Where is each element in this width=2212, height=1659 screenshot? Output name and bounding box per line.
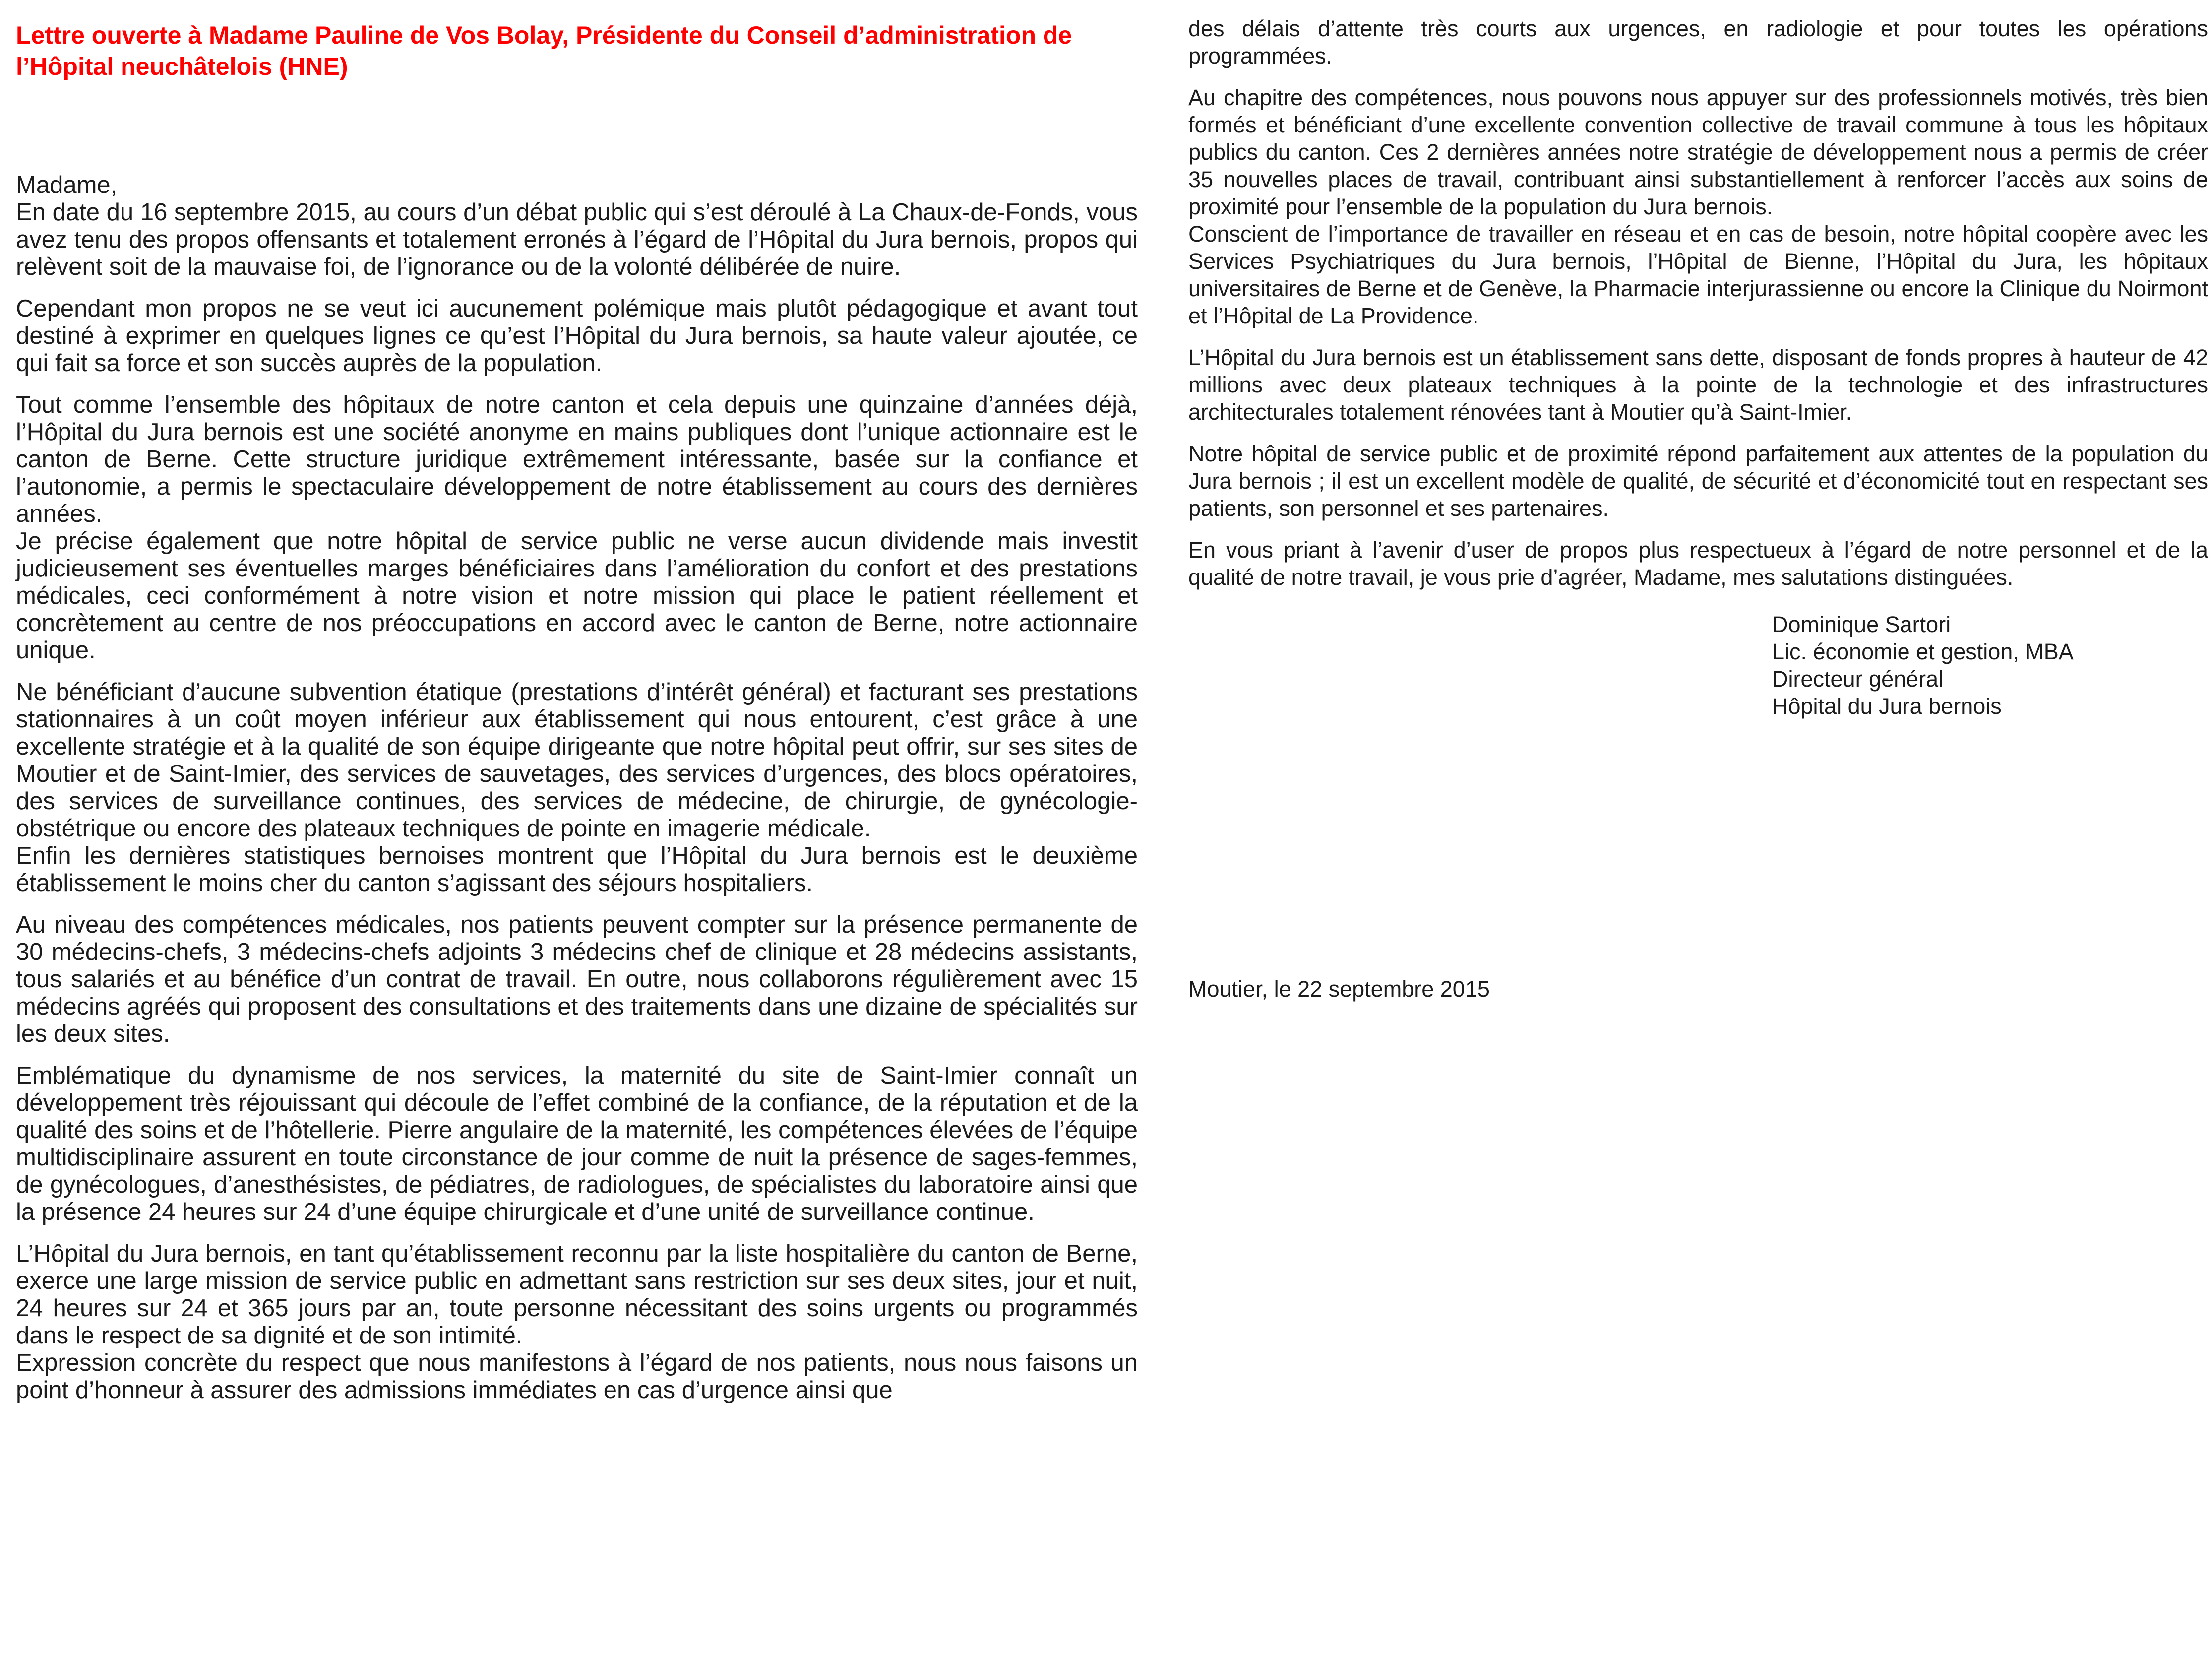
paragraph: des délais d’attente très courts aux urgences, en radiologie et pour toutes les opérations programmées. xyxy=(1188,16,2208,68)
paragraph: Expression concrète du respect que nous manifestons à l’égard de nos patients, nous nous faisons un point d’honneur à assurer des admissions immédiates en cas d’urgence ainsi que xyxy=(16,1349,1138,1404)
paragraph: En date du 16 septembre 2015, au cours d’un débat public qui s’est déroulé à La Chaux-de-Fonds, vous avez tenu des propos offensants et totalement erronés à l’égard de l’Hôpital du Jura bernois, propos qui relèvent soit de la mauvaise foi, de l’ignorance ou de la volonté délibérée de nuire. xyxy=(16,199,1138,280)
right-column xyxy=(1188,15,2208,1003)
right-column-text xyxy=(1188,15,2208,591)
signature-line: Hôpital du Jura bernois xyxy=(1772,694,2002,719)
paragraph: Au chapitre des compétences, nous pouvons nous appuyer sur des professionnels motivés, très bien formés et bénéficiant d’une excellente convention collective de travail commune à tous les hôpitaux publics du canton. Ces 2 dernières années notre stratégie de développement nous a permis de créer 35 nouvelles places de travail, contribuant ainsi substantiellement à renforcer l’accès aux soins de proximité pour l’ensemble de la population du Jura bernois. xyxy=(1188,85,2208,219)
signature-line: Directeur général xyxy=(1772,666,1944,692)
left-column-text xyxy=(16,199,1138,1404)
paragraph: L’Hôpital du Jura bernois est un établissement sans dette, disposant de fonds propres à hauteur de 42 millions avec deux plateaux techniques à la pointe de la technologie et des infrastructures architecturales totalement rénovées tant à Moutier qu’à Saint-Imier. xyxy=(1188,345,2208,425)
salutation: Madame, xyxy=(16,172,118,198)
signature-block xyxy=(1188,611,2208,720)
paragraph: L’Hôpital du Jura bernois, en tant qu’établissement reconnu par la liste hospitalière du canton de Berne, exerce une large mission de service public en admettant sans restriction sur ses deux sites, jour et nuit, 24 heures sur 24 et 365 jours par an, toute personne nécessitant des soins urgents ou programmés dans le respect de sa dignité et de son intimité. xyxy=(16,1240,1138,1349)
paragraph: Ne bénéficiant d’aucune subvention étatique (prestations d’intérêt général) et facturant ses prestations stationnaires à un coût moyen inférieur aux établissement qui nous entourent, c’est grâce à une excellente stratégie et à la qualité de son équipe dirigeante que notre hôpital peut offrir, sur ses sites de Moutier et de Saint-Imier, des services de sauvetages, des services d’urgences, des blocs opératoires, des services de surveillance continues, des services de médecine, de chirurgie, de gynécologie-obstétrique ou encore des plateaux techniques de pointe en imagerie médicale. xyxy=(16,679,1138,842)
paragraph: Emblématique du dynamisme de nos services, la maternité du site de Saint-Imier connaît un développement très réjouissant qui découle de l’effet combiné de la confiance, de la réputation et de la qualité des soins et de l’hôtellerie. Pierre angulaire de la maternité, les compétences élevées de l’équipe multidisciplinaire assurent en toute circonstance de jour comme de nuit la présence de sages-femmes, de gynécologues, d’anesthésistes, de pédiatres, de radiologues, de spécialistes du laboratoire ainsi que la présence 24 heures sur 24 d’une équipe chirurgicale et d’une unité de surveillance continue. xyxy=(16,1062,1138,1225)
paragraph: Cependant mon propos ne se veut ici aucunement polémique mais plutôt pédagogique et avant tout destiné à exprimer en quelques lignes ce qu’est l’Hôpital du Jura bernois, sa haute valeur ajoutée, ce qui fait sa force et son succès auprès de la population. xyxy=(16,295,1138,377)
signature-line: Lic. économie et gestion, MBA xyxy=(1772,639,2074,664)
paragraph: En vous priant à l’avenir d’user de propos plus respectueux à l’égard de notre personnel et de la qualité de notre travail, je vous prie d’agréer, Madame, mes salutations distinguées. xyxy=(1188,537,2208,590)
dateline: Moutier, le 22 septembre 2015 xyxy=(1188,976,1490,1002)
left-column xyxy=(16,20,1138,1404)
paragraph: Conscient de l’importance de travailler en réseau et en cas de besoin, notre hôpital coopère avec les Services Psychiatriques du Jura bernois, l’Hôpital de Bienne, l’Hôpital du Jura, les hôpitaux universitaires de Berne et de Genève, la Pharmacie interjurassienne ou encore la Clinique du Noirmont et l’Hôpital de La Providence. xyxy=(1188,221,2208,328)
paragraph: Tout comme l’ensemble des hôpitaux de notre canton et cela depuis une quinzaine d’années déjà, l’Hôpital du Jura bernois est une société anonyme en mains publiques dont l’unique actionnaire est le canton de Berne. Cette structure juridique extrêmement intéressante, basée sur la confiance et l’autonomie, a permis le spectaculaire développement de notre établissement au cours des dernières années. xyxy=(16,391,1138,527)
paragraph: Au niveau des compétences médicales, nos patients peuvent compter sur la présence permanente de 30 médecins-chefs, 3 médecins-chefs adjoints 3 médecins chef de clinique et 28 médecins assistants, tous salariés et au bénéfice d’un contrat de travail. En outre, nous collaborons régulièrement avec 15 médecins agréés qui proposent des consultations et des traitements dans une dizaine de spécialités sur les deux sites. xyxy=(16,911,1138,1047)
paragraph: Je précise également que notre hôpital de service public ne verse aucun dividende mais investit judicieusement ses éventuelles marges bénéficiaires dans l’amélioration du confort et des prestations médicales, ceci conformément à notre vision et notre mission qui place le patient réellement et concrètement au centre de nos préoccupations en accord avec le canton de Berne, notre actionnaire unique. xyxy=(16,528,1138,664)
signature-line: Dominique Sartori xyxy=(1772,612,1951,637)
paragraph: Enfin les dernières statistiques bernoises montrent que l’Hôpital du Jura bernois est le deuxième établissement le moins cher du canton s’agissant des séjours hospitaliers. xyxy=(16,842,1138,896)
paragraph: Notre hôpital de service public et de proximité répond parfaitement aux attentes de la population du Jura bernois ; il est un excellent modèle de qualité, de sécurité et d’économicité tout en respectant ses patients, son personnel et ses partenaires. xyxy=(1188,441,2208,521)
letter-title: Lettre ouverte à Madame Pauline de Vos Bolay, Présidente du Conseil d’administration de l’Hôpital neuchâtelois (HNE) xyxy=(16,21,1072,80)
